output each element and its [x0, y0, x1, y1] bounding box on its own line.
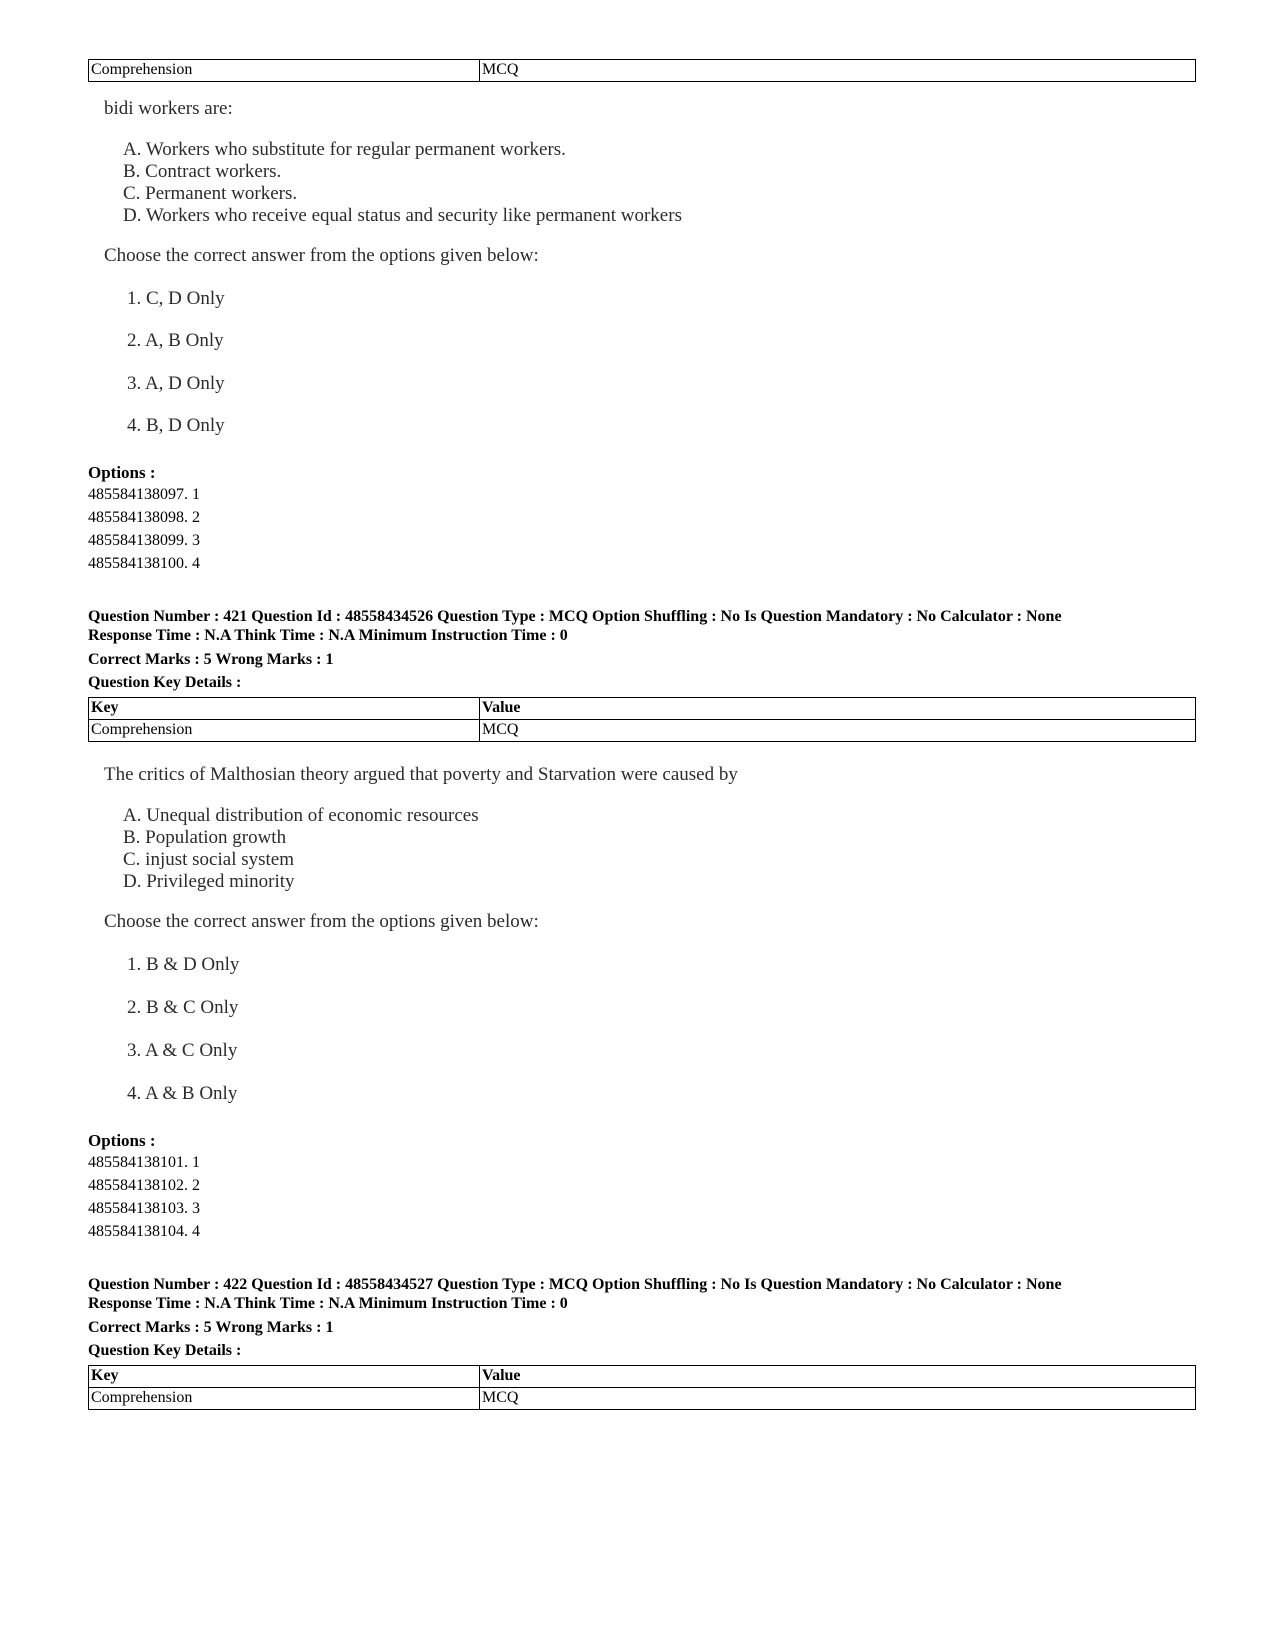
option-id: 485584138103. 3: [88, 1200, 200, 1217]
option-id: 485584138104. 4: [88, 1223, 200, 1240]
key-cell: Comprehension: [89, 1388, 480, 1410]
answer-choice: 4. A & B Only: [127, 1083, 238, 1104]
option-id: 485584138097. 1: [88, 486, 200, 503]
answer-choice: 3. A, D Only: [127, 373, 225, 394]
statement: D. Workers who receive equal status and security like permanent workers: [123, 205, 682, 226]
option-id: 485584138100. 4: [88, 555, 200, 572]
statement: D. Privileged minority: [123, 871, 295, 892]
answer-choice: 2. A, B Only: [127, 330, 224, 351]
answer-choice: 2. B & C Only: [127, 997, 239, 1018]
question-stem: bidi workers are:: [104, 98, 233, 119]
answer-choice: 4. B, D Only: [127, 415, 225, 436]
statement: C. injust social system: [123, 849, 294, 870]
key-details-label: Question Key Details :: [88, 674, 242, 691]
option-id: 485584138102. 2: [88, 1177, 200, 1194]
table-row: [89, 720, 1196, 742]
table-row: [89, 60, 1196, 82]
value-header: Value: [480, 698, 1196, 720]
option-id: 485584138101. 1: [88, 1154, 200, 1171]
question-meta: Response Time : N.A Think Time : N.A Minimum Instruction Time : 0: [88, 627, 568, 644]
options-label: Options :: [88, 463, 156, 482]
options-label: Options :: [88, 1131, 156, 1150]
value-cell: MCQ: [480, 720, 1196, 742]
value-cell: MCQ: [480, 1388, 1196, 1410]
answer-choice: 3. A & C Only: [127, 1040, 238, 1061]
key-header: Key: [89, 698, 480, 720]
statement: A. Workers who substitute for regular permanent workers.: [123, 139, 566, 160]
question-key-table: [88, 1365, 1196, 1410]
question-meta: Question Number : 421 Question Id : 48558434526 Question Type : MCQ Option Shuffling : No Is Question Mandatory : No Calculator : None: [88, 608, 1062, 625]
statement: B. Population growth: [123, 827, 287, 848]
table-row: [89, 1388, 1196, 1410]
value-cell: MCQ: [480, 60, 1196, 82]
key-header: Key: [89, 1366, 480, 1388]
value-header: Value: [480, 1366, 1196, 1388]
answer-choice: 1. C, D Only: [127, 288, 225, 309]
choose-instruction: Choose the correct answer from the options given below:: [104, 911, 539, 932]
question-meta: Question Number : 422 Question Id : 48558434527 Question Type : MCQ Option Shuffling : No Is Question Mandatory : No Calculator : None: [88, 1276, 1062, 1293]
question-stem: The critics of Malthosian theory argued that poverty and Starvation were caused by: [104, 764, 738, 785]
question-key-table: [88, 59, 1196, 82]
marks-line: Correct Marks : 5 Wrong Marks : 1: [88, 1319, 334, 1336]
option-id: 485584138099. 3: [88, 532, 200, 549]
question-meta: Response Time : N.A Think Time : N.A Minimum Instruction Time : 0: [88, 1295, 568, 1312]
key-details-label: Question Key Details :: [88, 1342, 242, 1359]
key-cell: Comprehension: [89, 60, 480, 82]
question-key-table: [88, 697, 1196, 742]
choose-instruction: Choose the correct answer from the options given below:: [104, 245, 539, 266]
statement: A. Unequal distribution of economic resources: [123, 805, 479, 826]
table-header-row: [89, 698, 1196, 720]
statement: B. Contract workers.: [123, 161, 282, 182]
marks-line: Correct Marks : 5 Wrong Marks : 1: [88, 651, 334, 668]
key-cell: Comprehension: [89, 720, 480, 742]
statement: C. Permanent workers.: [123, 183, 298, 204]
option-id: 485584138098. 2: [88, 509, 200, 526]
table-header-row: [89, 1366, 1196, 1388]
answer-choice: 1. B & D Only: [127, 954, 240, 975]
